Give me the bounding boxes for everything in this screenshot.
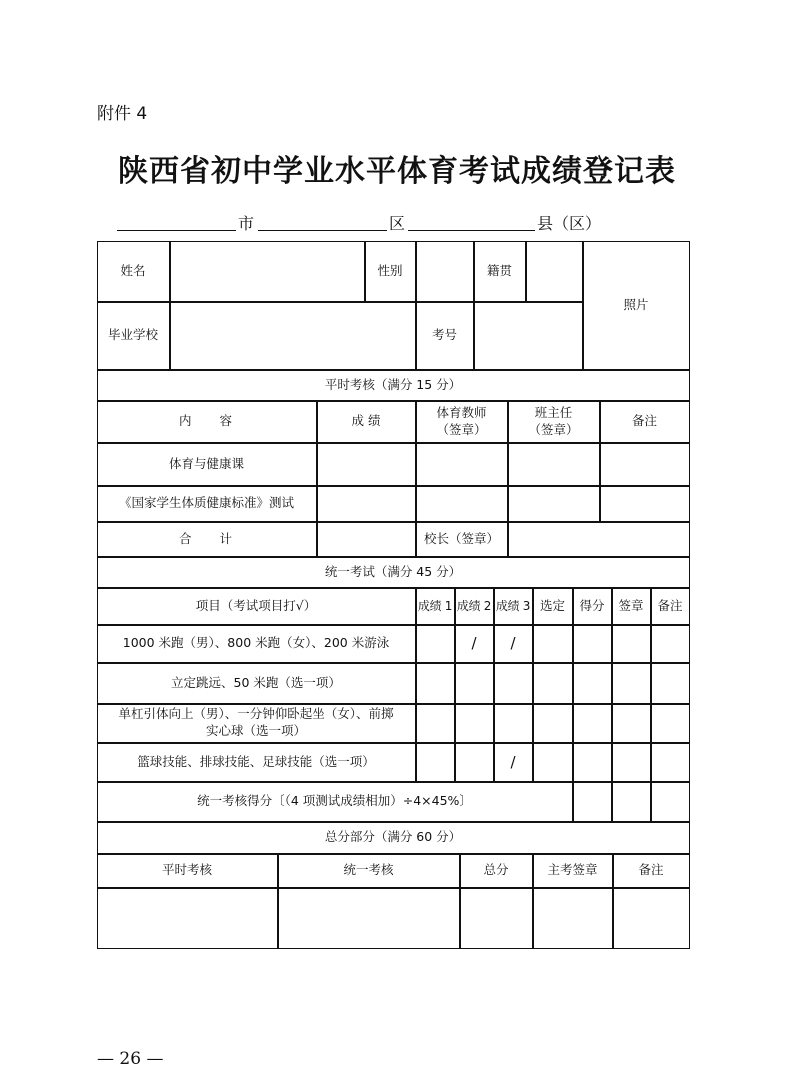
row3-score1[interactable] [416,704,455,743]
row2-points[interactable] [573,663,612,704]
total-label: 合 计 [97,522,317,557]
standard-test-teacher-sign[interactable] [416,486,508,522]
row1-score3-slash: / [494,625,533,663]
city-label: 市 [238,214,255,233]
row4-signature[interactable] [612,743,651,782]
school-label: 毕业学校 [97,302,170,370]
row1-score1[interactable] [416,625,455,663]
score2-header: 成绩 2 [455,588,494,625]
pe-course-head-sign[interactable] [508,443,600,486]
pe-course-remark[interactable] [600,443,690,486]
row4-remark[interactable] [651,743,690,782]
row2-selected[interactable] [533,663,573,704]
row2-score2[interactable] [455,663,494,704]
unified-points[interactable] [573,782,612,822]
remark2-header: 备注 [651,588,690,625]
row3-score3[interactable] [494,704,533,743]
total-score-header: 总分 [460,854,533,888]
unified-remark[interactable] [651,782,690,822]
exam-no-label: 考号 [416,302,474,370]
score1-header: 成绩 1 [416,588,455,625]
signature-header: 签章 [612,588,651,625]
remark-header: 备注 [600,401,690,443]
name-label: 姓名 [97,241,170,302]
remark3-header: 备注 [613,854,690,888]
grade-header: 成 绩 [317,401,416,443]
examiner-sign-field[interactable] [533,888,613,949]
name-field[interactable] [170,241,365,302]
row2-signature[interactable] [612,663,651,704]
attachment-label: 附件 4 [97,104,148,124]
item-header: 项目（考试项目打√） [97,588,416,625]
native-field[interactable] [526,241,583,302]
row3-score2[interactable] [455,704,494,743]
row3-signature[interactable] [612,704,651,743]
pe-course-label: 体育与健康课 [97,443,317,486]
row3-remark[interactable] [651,704,690,743]
photo-box[interactable]: 照片 [583,241,690,370]
exam-no-field[interactable] [474,302,583,370]
unified-total-field[interactable] [278,888,460,949]
row2-score3[interactable] [494,663,533,704]
principal-sign-field[interactable] [508,522,690,557]
standard-test-head-sign[interactable] [508,486,600,522]
total-section-header: 总分部分（满分 60 分） [97,822,690,854]
row1-score2-slash: / [455,625,494,663]
principal-label: 校长（签章） [416,522,508,557]
unified-section-header: 统一考试（满分 45 分） [97,557,690,588]
gender-label: 性别 [365,241,416,302]
row4-score2[interactable] [455,743,494,782]
daily-total-field[interactable] [97,888,278,949]
form-title: 陕西省初中学业水平体育考试成绩登记表 [118,154,676,189]
gender-field[interactable] [416,241,474,302]
native-label: 籍贯 [474,241,526,302]
item-row-running: 1000 米跑（男）、800 米跑（女）、200 米游泳 [97,625,416,663]
grand-total-field[interactable] [460,888,533,949]
standard-test-grade[interactable] [317,486,416,522]
row3-points[interactable] [573,704,612,743]
pe-course-grade[interactable] [317,443,416,486]
standard-test-label: 《国家学生体质健康标准》测试 [97,486,317,522]
district-label: 区 [389,214,406,233]
item-row-strength: 单杠引体向上（男）、一分钟仰卧起坐（女）、前掷 实心球（选一项） [97,704,416,743]
row1-remark[interactable] [651,625,690,663]
daily-section-header: 平时考核（满分 15 分） [97,370,690,401]
item-row-jump: 立定跳远、50 米跑（选一项） [97,663,416,704]
points-header: 得分 [573,588,612,625]
final-remark-field[interactable] [613,888,690,949]
score3-header: 成绩 3 [494,588,533,625]
row3-selected[interactable] [533,704,573,743]
row2-remark[interactable] [651,663,690,704]
unified-header: 统一考核 [278,854,460,888]
row2-score1[interactable] [416,663,455,704]
pe-course-teacher-sign[interactable] [416,443,508,486]
row4-selected[interactable] [533,743,573,782]
standard-test-remark[interactable] [600,486,690,522]
head-teacher-header: 班主任 （签章） [508,401,600,443]
row4-score3-slash: / [494,743,533,782]
unified-signature[interactable] [612,782,651,822]
pe-teacher-header: 体育教师 （签章） [416,401,508,443]
total-field[interactable] [317,522,416,557]
content-header: 内 容 [97,401,317,443]
row4-score1[interactable] [416,743,455,782]
row1-signature[interactable] [612,625,651,663]
page-number: — 26 — [97,1049,164,1069]
row4-points[interactable] [573,743,612,782]
row1-selected[interactable] [533,625,573,663]
examiner-header: 主考签章 [533,854,613,888]
school-field[interactable] [170,302,416,370]
item-row-ball-skills: 篮球技能、排球技能、足球技能（选一项） [97,743,416,782]
selected-header: 选定 [533,588,573,625]
unified-score-label: 统一考核得分〔（4 项测试成绩相加）÷4×45%〕 [97,782,573,822]
daily-header: 平时考核 [97,854,278,888]
county-label: 县（区） [537,214,602,233]
row1-points[interactable] [573,625,612,663]
